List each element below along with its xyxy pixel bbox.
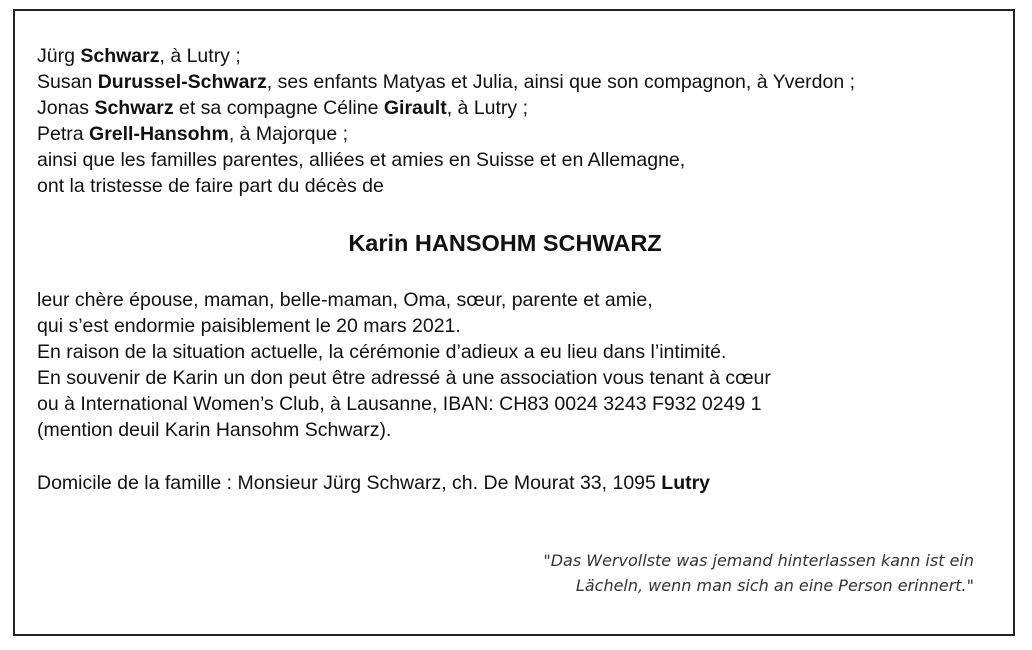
body-line: leur chère épouse, maman, belle-maman, Oma, sœur, parente et amie, [37, 289, 653, 311]
family-line-petra: Petra Grell-Hansohm, à Majorque ; [37, 123, 349, 145]
body-line: ou à International Women’s Club, à Lausanne, IBAN: CH83 0024 3243 F932 0249 1 [37, 393, 762, 415]
deceased-name: Karin HANSOHM SCHWARZ [348, 230, 662, 256]
family-line-susan: Susan Durussel-Schwarz, ses enfants Matyas et Julia, ainsi que son compagnon, à Yverdon ; [37, 71, 856, 93]
relatives-line: ainsi que les familles parentes, alliées et amies en Suisse et en Allemagne, [37, 149, 686, 171]
body-line: (mention deuil Karin Hansohm Schwarz). [37, 419, 392, 441]
body-line: En souvenir de Karin un don peut être adressé à une association vous tenant à cœur [37, 367, 771, 389]
quote-line: Lächeln, wenn man sich an eine Person erinnert." [575, 576, 974, 595]
family-line-jurg: Jürg Schwarz, à Lutry ; [37, 45, 241, 67]
domicile-line: Domicile de la famille : Monsieur Jürg Schwarz, ch. De Mourat 33, 1095 Lutry [37, 472, 711, 494]
body-line: qui s’est endormie paisiblement le 20 mars 2021. [37, 315, 461, 337]
quote-line: "Das Wervollste was jemand hinterlassen kann ist ein [543, 551, 974, 570]
body-line: En raison de la situation actuelle, la cérémonie d’adieux a eu lieu dans l’intimité. [37, 341, 727, 363]
family-line-jonas: Jonas Schwarz et sa compagne Céline Girault, à Lutry ; [37, 97, 529, 119]
announcement-line: ont la tristesse de faire part du décès de [37, 175, 384, 197]
